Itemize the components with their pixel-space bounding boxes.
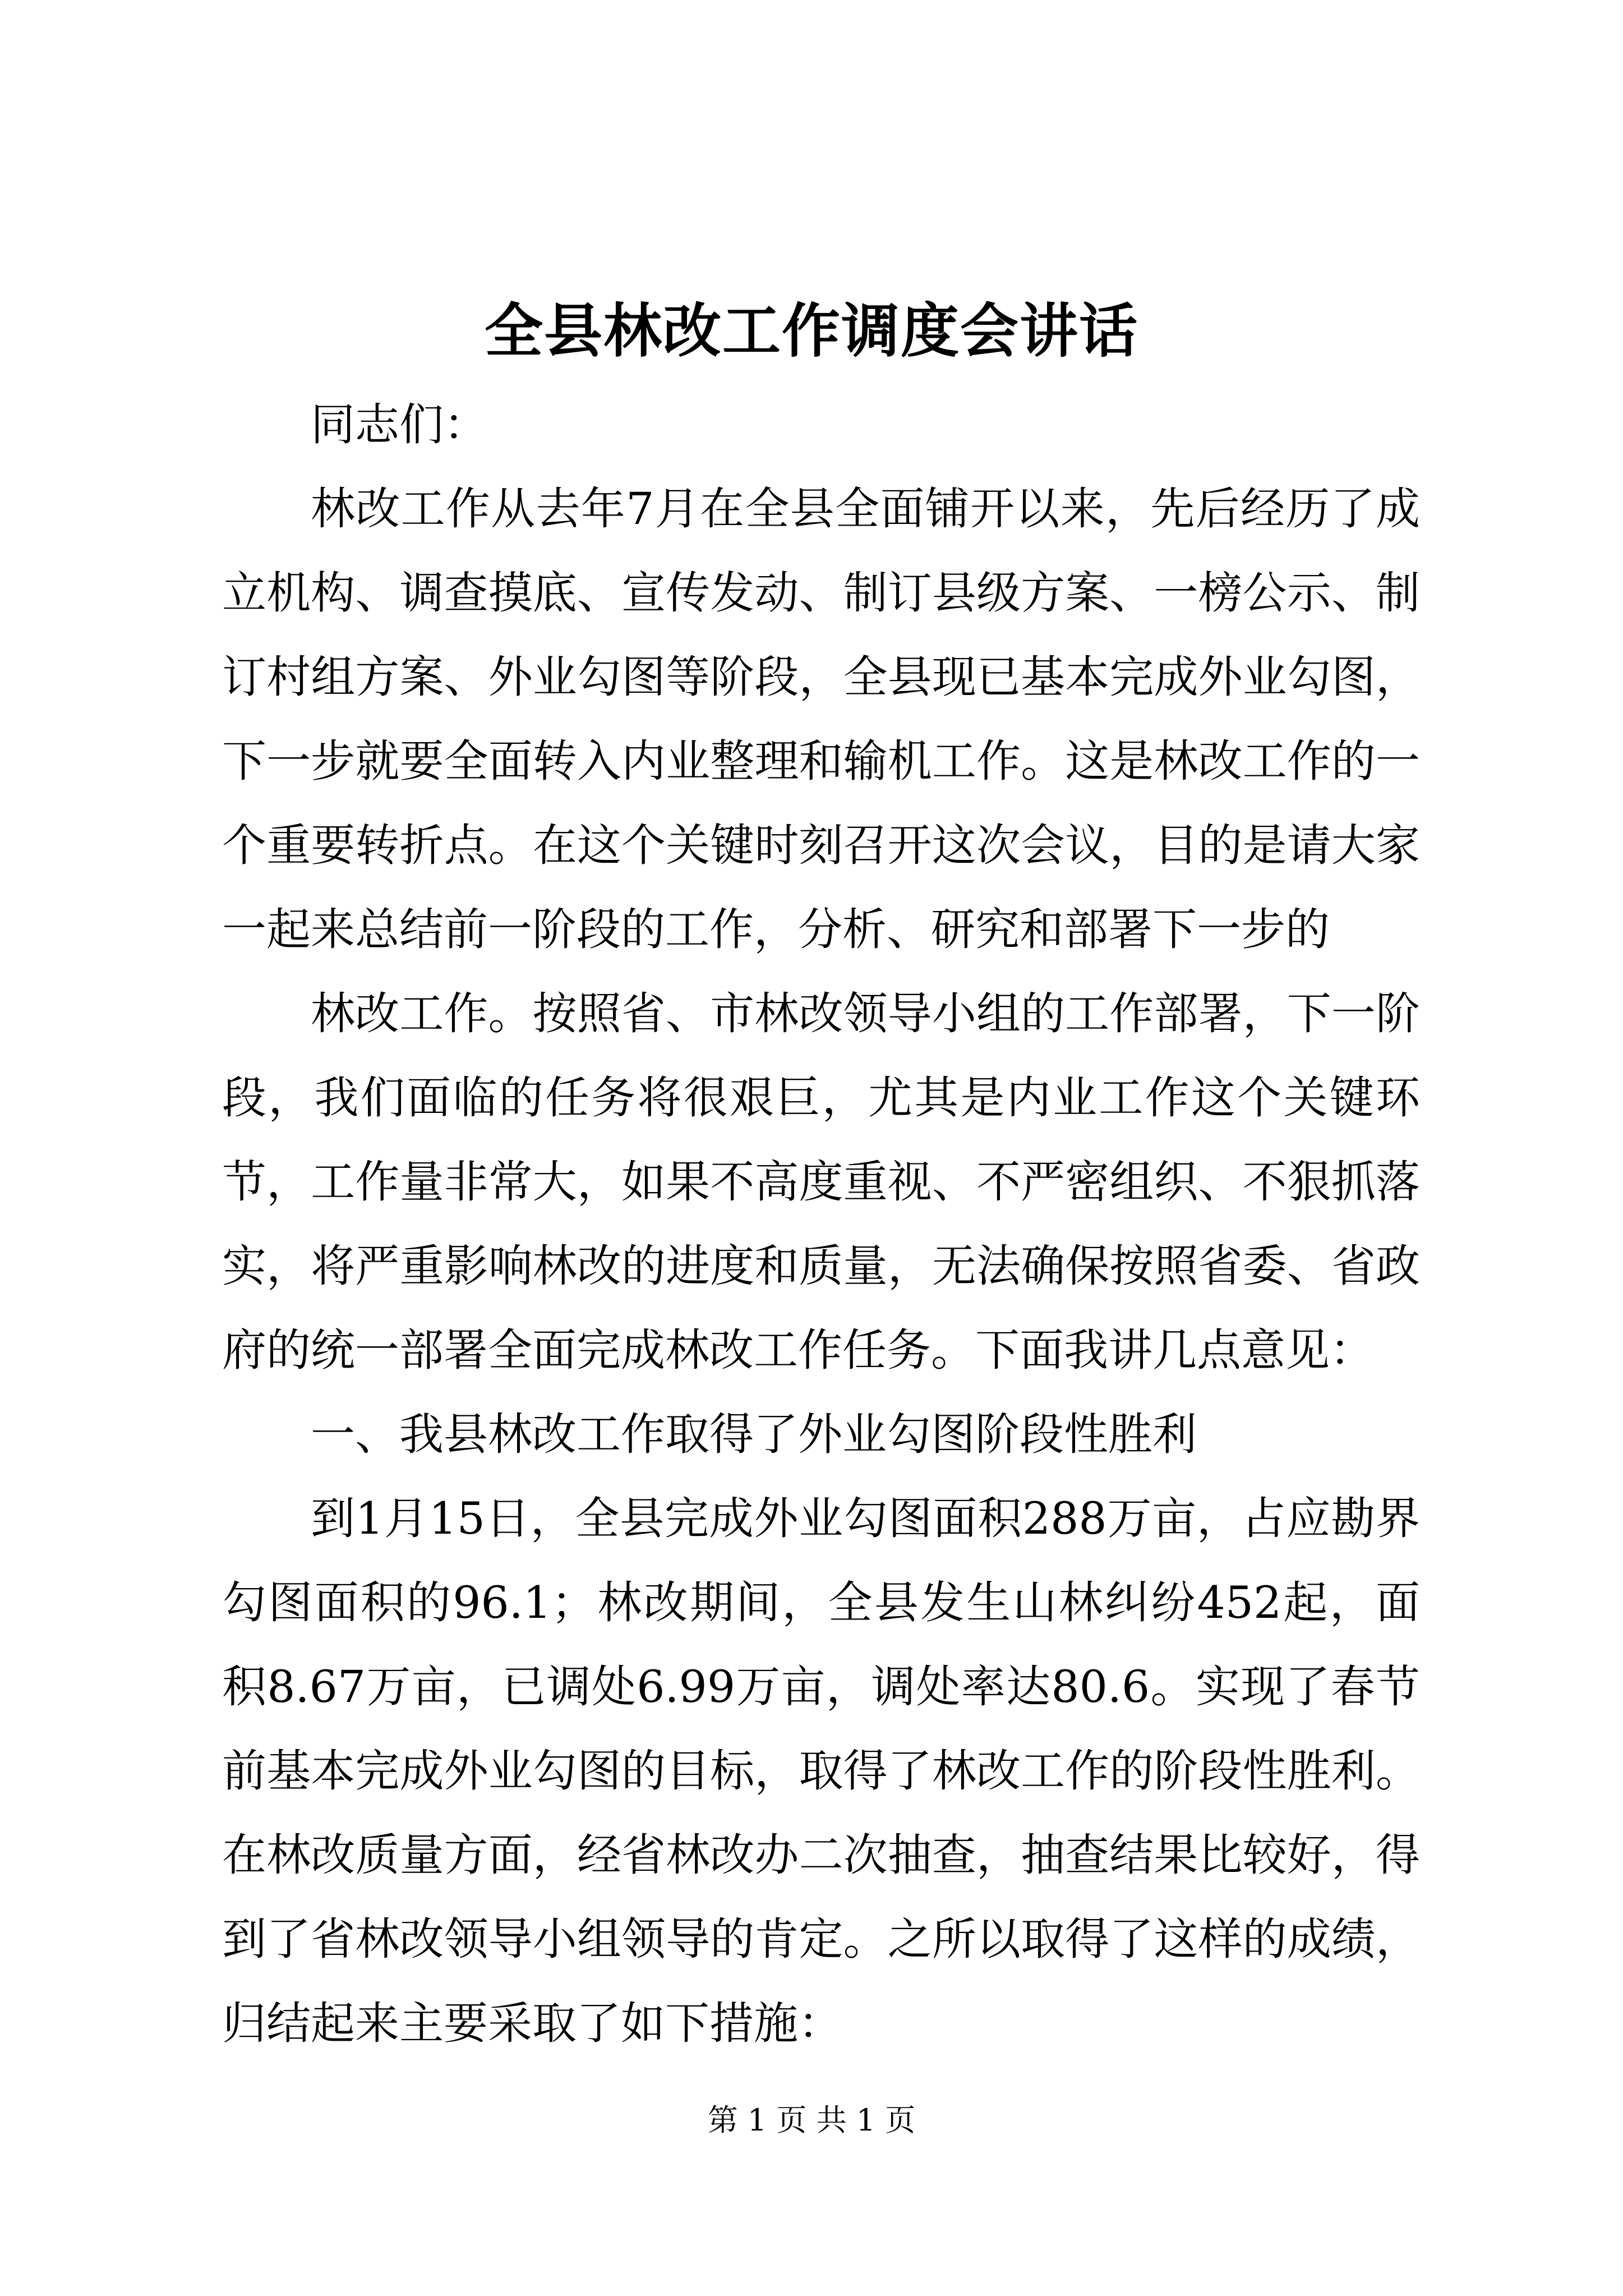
section-heading: 一、我县林改工作取得了外业勾图阶段性胜利 xyxy=(311,1409,1197,1460)
body-paragraph-1: 林改工作从去年7月在全县全面铺开以来，先后经历了成立机构、调查摸底、宣传发动、制订县级方案、一榜公示、制订村组方案、外业勾图等阶段，全县现已基本完成外业勾图，下一步就要全面转入内业整理和输机工作。这是林改工作的一个重要转折点。在这个关键时刻召开这次会议，目的是请大家一起来总结前一阶段的工作，分析、研究和部署下一步的 xyxy=(222,483,1420,955)
document-body xyxy=(222,383,1420,2065)
body-paragraph-2: 林改工作。按照省、市林改领导小组的工作部署，下一阶段，我们面临的任务将很艰巨，尤其是内业工作这个关键环节，工作量非常大，如果不高度重视、不严密组织、不狠抓落实，将严重影响林改的进度和质量，无法确保按照省委、省政府的统一部署全面完成林改工作任务。下面我讲几点意见： xyxy=(222,988,1420,1376)
document-title: 全县林改工作调度会讲话 xyxy=(484,297,1138,365)
page-footer: 第 1 页 共 1 页 xyxy=(707,2102,916,2138)
section-paragraph: 到1月15日，全县完成外业勾图面积288万亩，占应勘界勾图面积的96.1；林改期间，全县发生山林纠纷452起，面积8.67万亩，已调处6.99万亩，调处率达80.6。实现了春节前基本完成外业勾图的目标，取得了林改工作的阶段性胜利。在林改质量方面，经省林改办二次抽查，抽查结果比较好，得到了省林改领导小组领导的肯定。之所以取得了这样的成绩，归结起来主要采取了如下措施： xyxy=(222,1493,1420,2049)
salutation: 同志们： xyxy=(311,399,488,450)
